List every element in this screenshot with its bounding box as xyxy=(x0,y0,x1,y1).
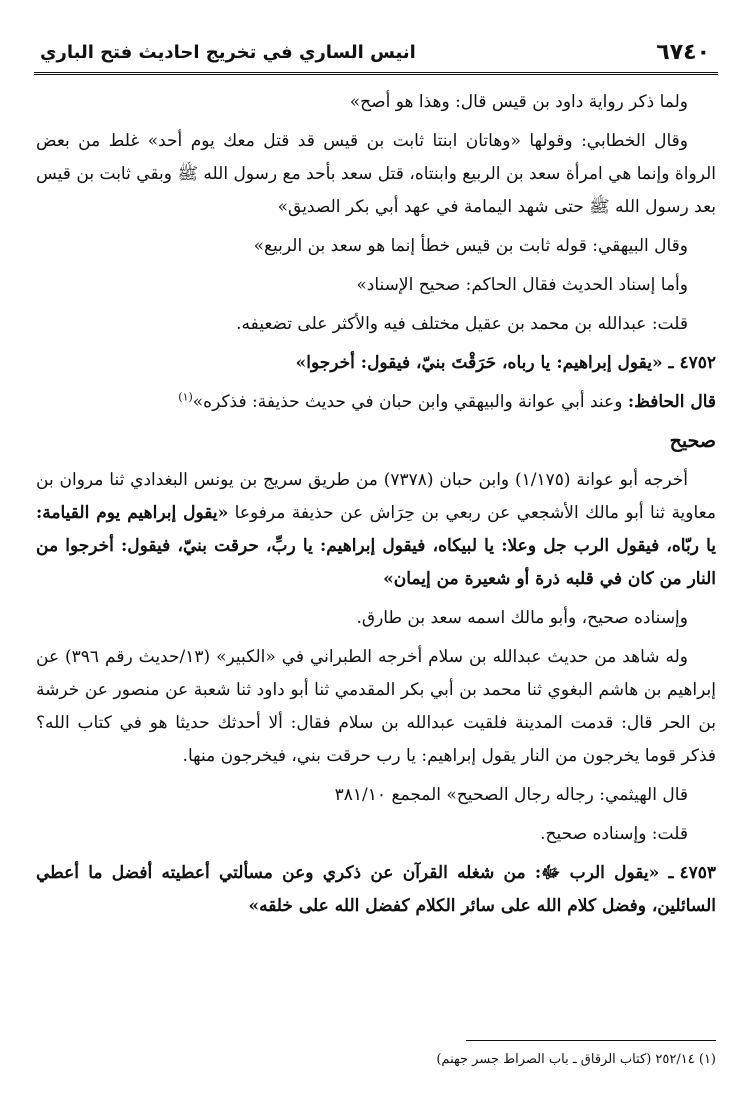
page-body xyxy=(36,86,716,929)
hadith-number: ٤٧٥٢ xyxy=(679,353,716,373)
hadith-4753 xyxy=(36,857,716,923)
running-title: انيس الساري في تخريج احاديث فتح الباري xyxy=(40,42,416,63)
hadith-text: ـ «يقول الرب ﷻ: من شغله القرآن عن ذكري وعن مسألتي أعطيته أفضل ما أعطي السائلين، وفضل كلام الله على سائر الكلام كفضل الله على خلقه» xyxy=(36,863,716,916)
takhrij-text: أخرجه أبو عوانة (١/١٧٥) وابن حبان (٧٣٧٨) من طريق سريج بن يونس البغدادي ثنا مروان بن معاوية ثنا أبو مالك الأشجعي عن ربعي بن حِرَاش عن حذيفة مرفوعا xyxy=(36,470,716,523)
paragraph-haythami: قال الهيثمي: رجاله رجال الصحيح» المجمع ٣٨١/١٠ xyxy=(334,785,688,805)
footnote-divider xyxy=(466,1040,716,1041)
paragraph-shahid: وله شاهد من حديث عبدالله بن سلام أخرجه الطبراني في «الكبير» (١٣/حديث رقم ٣٩٦) عن إبراهيم بن هاشم البغوي ثنا محمد بن أبي بكر المقدمي ثنا أبو داود ثنا شعبة عن منصور عن خرشة بن الحر قال: قدمت المدينة فلقيت عبدالله بن سلام فقال: ألا أحدثك حديثا هو في كتاب الله؟ فذكر قوما يخرجون من النار يقول إبراهيم: يا رب حرقت بني، فيخرجون منها. xyxy=(36,647,716,766)
header-divider xyxy=(34,72,718,75)
hadith-number: ٤٧٥٣ xyxy=(679,863,716,883)
paragraph-isnad: وإسناده صحيح، وأبو مالك اسمه سعد بن طارق. xyxy=(356,608,688,628)
paragraph-bayhaqi: وقال البيهقي: قوله ثابت بن قيس خطأ إنما هو سعد بن الربيع» xyxy=(253,236,688,256)
paragraph-takhrij xyxy=(36,464,716,596)
footnote-text: ٢٥٢/١٤ (كتاب الرقاق ـ باب الصراط جسر جهنم) xyxy=(436,1052,695,1067)
hadith-full-text: «يقول إبراهيم يوم القيامة: يا ربّاه، فيقول الرب جل وعلا: يا لبيكاه، فيقول إبراهيم: يا ربِّ، حرقت بنيّ، فيقول: أخرجوا من النار من كان في قلبه ذرة أو شعيرة من إيمان» xyxy=(36,503,716,589)
paragraph-hakim: وأما إسناد الحديث فقال الحاكم: صحيح الإسناد» xyxy=(356,275,688,295)
paragraph-dawud-narration: ولما ذكر رواية داود بن قيس قال: وهذا هو أصح» xyxy=(349,92,688,112)
footnote xyxy=(36,1052,716,1067)
paragraph-qultu-sahih: قلت: وإسناده صحيح. xyxy=(540,824,688,844)
page-number: ٦٧٤٠ xyxy=(656,40,710,65)
paragraph-khattabi: وقال الخطابي: وقولها «وهاتان ابنتا ثابت بن قيس قد قتل معك يوم أحد» غلط من بعض الرواة وإنما هي امرأة سعد بن الربيع وابنتاه، قتل سعد بأحد مع رسول الله ﷺ وبقي ثابت بن قيس بعد رسول الله ﷺ حتى شهد اليمامة في عهد أبي بكر الصديق» xyxy=(36,131,716,217)
hafiz-label: قال الحافظ: xyxy=(627,392,716,412)
hadith-4752 xyxy=(36,347,716,380)
paragraph-qultu-aqil: قلت: عبدالله بن محمد بن عقيل مختلف فيه والأكثر على تضعيفه. xyxy=(236,314,688,334)
footnote-number: (١) xyxy=(698,1052,716,1067)
hafiz-text: وعند أبي عوانة والبيهقي وابن حبان في حديث حذيفة: فذكره» xyxy=(192,392,623,412)
page-header xyxy=(34,36,718,70)
hafiz-comment xyxy=(36,386,716,419)
footnote-marker: (١) xyxy=(178,390,193,404)
hadith-text: ـ «يقول إبراهيم: يا رباه، حَرَقْتَ بنيّ، فيقول: أخرجوا» xyxy=(295,353,674,373)
grading-heading: صحيح xyxy=(669,430,716,452)
